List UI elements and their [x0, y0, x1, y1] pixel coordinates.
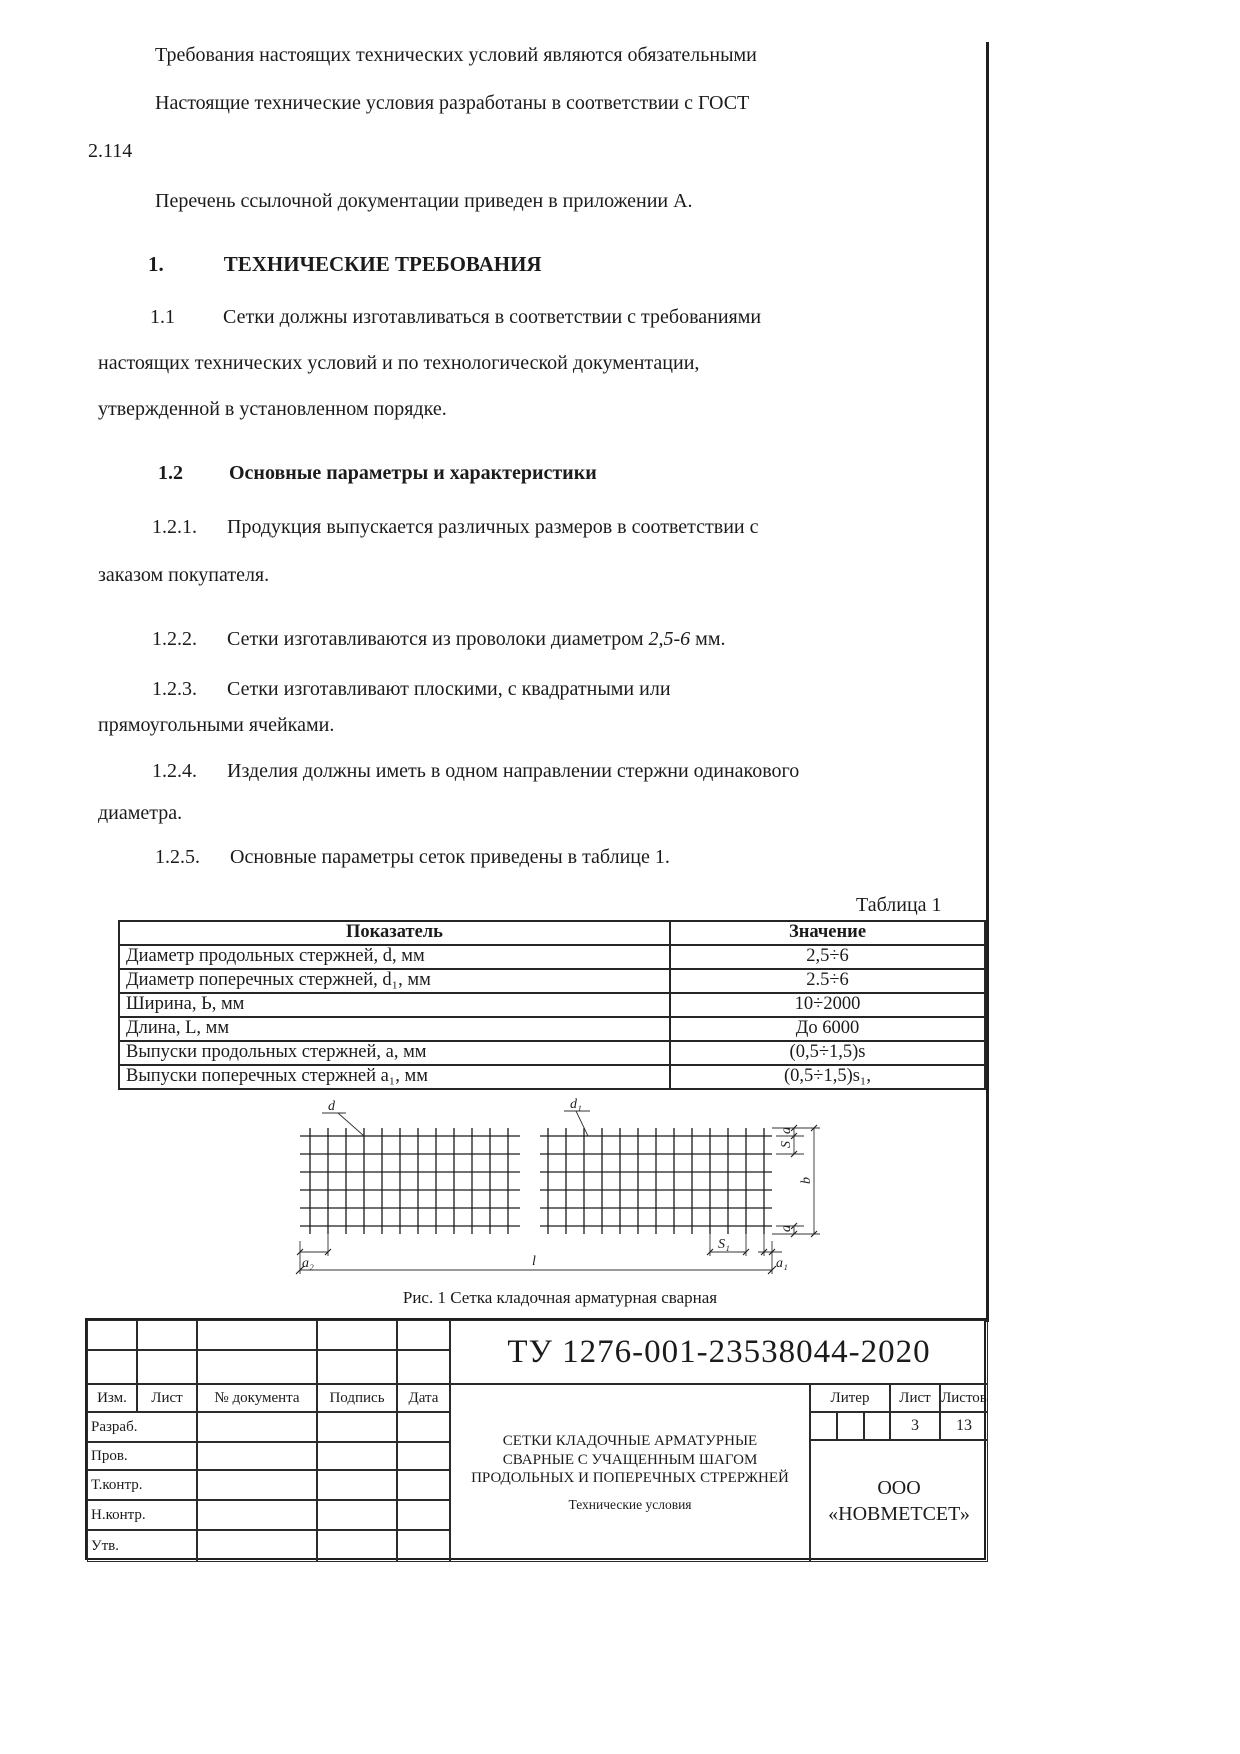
label-a-bottom: a [779, 1225, 794, 1232]
stamp-cell [137, 1320, 197, 1350]
intro-line: 2.114 [88, 140, 133, 162]
clause-number: 1.2.3. [152, 678, 197, 700]
stamp-cell [87, 1350, 137, 1384]
value-cell: До 6000 [670, 1017, 985, 1041]
intro-line: Перечень ссылочной документации приведен в приложении А. [155, 190, 693, 212]
clause-text: Продукция выпускается различных размеров в соответствии с [227, 516, 759, 538]
stamp-cell [197, 1470, 317, 1500]
clause-text: Сетки должны изготавливаться в соответствии с требованиями [223, 306, 762, 328]
document-number: ТУ 1276-001-23538044-2020 [450, 1320, 988, 1384]
wire-diameter-range: 2,5-6 [648, 628, 691, 650]
clause-1-2-1-line-1 [152, 516, 759, 539]
clause-text: Сетки изготавливаются из проволоки диаметром [227, 628, 649, 650]
stamp-row-utv: Утв. [87, 1530, 197, 1562]
label-l: l [532, 1254, 536, 1269]
indicator-cell: Длина, L, мм [119, 1017, 670, 1041]
stamp-cell [397, 1320, 450, 1350]
stamp-cell [197, 1320, 317, 1350]
clause-1-1-line-1 [150, 306, 761, 329]
table-caption: Таблица 1 [856, 894, 942, 916]
table-row [119, 993, 985, 1017]
stamp-liter-cell [864, 1412, 890, 1440]
clause-number: 1.2.1. [152, 516, 197, 538]
intro-line: Настоящие технические условия разработаны в соответствии с ГОСТ [155, 92, 750, 114]
document-title-line: ПРОДОЛЬНЫХ И ПОПЕРЕЧНЫХ СТРЕРЖНЕЙ [471, 1470, 789, 1487]
label-d1: d₁ [570, 1097, 582, 1112]
clause-1-1-line-2: настоящих технических условий и по технологической документации, [98, 352, 700, 374]
stamp-sheet-label: Лист [890, 1384, 940, 1412]
stamp-cell [397, 1530, 450, 1562]
document-title-line: СЕТКИ КЛАДОЧНЫЕ АРМАТУРНЫЕ [502, 1432, 758, 1449]
value-cell: (0,5÷1,5)s [670, 1041, 985, 1065]
stamp-row-nkontr: Н.контр. [87, 1500, 197, 1530]
value-cell: 2.5÷6 [670, 969, 985, 993]
table-row [119, 1041, 985, 1065]
stamp-col-list: Лист [137, 1384, 197, 1412]
clause-number: 1.2.4. [152, 760, 197, 782]
indicator-cell: Диаметр продольных стержней, d, мм [119, 945, 670, 969]
section-number: 1. [148, 252, 164, 276]
indicator-cell: Диаметр поперечных стержней, d₁, мм [119, 969, 670, 993]
stamp-sheets-value: 13 [940, 1412, 988, 1440]
table-row [119, 1065, 985, 1089]
stamp-cell [87, 1320, 137, 1350]
column-header-indicator: Показатель [119, 921, 670, 945]
stamp-cell [397, 1500, 450, 1530]
value-cell: 2,5÷6 [670, 945, 985, 969]
stamp-sheet-value: 3 [890, 1412, 940, 1440]
title-block [85, 1318, 986, 1560]
clause-1-2-2-line-1 [152, 628, 725, 651]
label-a-top: a [779, 1127, 794, 1134]
clause-text: Основные параметры сеток приведены в таблице 1. [230, 846, 670, 868]
stamp-cell [197, 1442, 317, 1470]
stamp-cell [317, 1320, 397, 1350]
stamp-cell [317, 1530, 397, 1562]
clause-number: 1.2.2. [152, 628, 197, 650]
label-a2: a₂ [302, 1256, 314, 1271]
parameters-table [118, 920, 986, 1090]
indicator-cell: Выпуски продольных стержней, а, мм [119, 1041, 670, 1065]
indicator-cell: Выпуски поперечных стержней а₁, мм [119, 1065, 670, 1089]
organization-name-line: ООО [877, 1477, 921, 1499]
column-header-value: Значение [670, 921, 985, 945]
leader-line-d1 [564, 1111, 590, 1136]
clause-number: 1.2.5. [155, 846, 200, 868]
clause-1-2-4-line-1 [152, 760, 799, 783]
indicator-cell: Ширина, Ь, мм [119, 993, 670, 1017]
mesh-left-longitudinal-wires [300, 1136, 520, 1226]
clause-1-2-heading [158, 462, 597, 485]
stamp-cell [197, 1412, 317, 1442]
page-border-line [986, 42, 989, 1322]
stamp-col-docnum: № документа [197, 1384, 317, 1412]
label-s1: S₁ [718, 1237, 730, 1252]
mesh-figure [282, 1096, 827, 1281]
clause-1-1-line-3: утвержденной в установленном порядке. [98, 398, 447, 420]
table-row [119, 1017, 985, 1041]
stamp-cell [197, 1350, 317, 1384]
mesh-left-transverse-wires [310, 1128, 508, 1234]
document-subtitle: Технические условия [568, 1497, 692, 1513]
dim-a2 [300, 1234, 328, 1256]
clause-1-2-1-line-2: заказом покупателя. [98, 564, 270, 586]
organization-name-line: «НОВМЕТСЕТ» [828, 1503, 970, 1525]
stamp-cell [397, 1470, 450, 1500]
stamp-col-izm: Изм. [87, 1384, 137, 1412]
stamp-liter-cell [837, 1412, 864, 1440]
clause-text: Изделия должны иметь в одном направлении стержни одинакового [227, 760, 800, 782]
stamp-row-prov: Пров. [87, 1442, 197, 1470]
clause-1-2-3-line-2: прямоугольными ячейками. [98, 714, 335, 736]
stamp-liter-label: Литер [810, 1384, 890, 1412]
clause-number: 1.2 [158, 462, 183, 484]
stamp-cell [317, 1442, 397, 1470]
label-b: b [799, 1177, 814, 1184]
value-cell: (0,5÷1,5)s₁, [670, 1065, 985, 1089]
document-title-cell [450, 1384, 810, 1562]
stamp-sheets-label: Листов [940, 1384, 988, 1412]
stamp-cell [317, 1350, 397, 1384]
mesh-right-transverse-wires [548, 1128, 764, 1234]
figure-caption: Рис. 1 Сетка кладочная арматурная сварная [402, 1288, 718, 1307]
clause-text: мм. [690, 628, 726, 650]
intro-line: Требования настоящих технических условий являются обязательными [155, 44, 757, 66]
clause-1-2-3-line-1 [152, 678, 671, 701]
stamp-cell [317, 1470, 397, 1500]
stamp-cell [397, 1350, 450, 1384]
table-row [119, 945, 985, 969]
label-d: d [328, 1099, 335, 1114]
label-s-side: S [779, 1141, 794, 1148]
section-1-heading [148, 252, 542, 277]
document-title-line: СВАРНЫЕ С УЧАЩЕННЫМ ШАГОМ [502, 1451, 758, 1468]
stamp-col-podpis: Подпись [317, 1384, 397, 1412]
stamp-cell [397, 1442, 450, 1470]
clause-1-2-5-line-1 [155, 846, 670, 869]
stamp-liter-cell [810, 1412, 837, 1440]
stamp-cell [397, 1412, 450, 1442]
table-row [119, 969, 985, 993]
stamp-row-razrab: Разраб. [87, 1412, 197, 1442]
stamp-cell [197, 1530, 317, 1562]
clause-number: 1.1 [150, 306, 175, 328]
organization-cell [810, 1440, 988, 1562]
table-header-row [119, 921, 985, 945]
label-a1: a₁ [776, 1256, 788, 1271]
dim-a1 [758, 1234, 782, 1256]
value-cell: 10÷2000 [670, 993, 985, 1017]
dim-l [300, 1241, 772, 1274]
section-title: ТЕХНИЧЕСКИЕ ТРЕБОВАНИЯ [223, 252, 542, 276]
clause-title: Основные параметры и характеристики [229, 462, 597, 484]
stamp-col-data: Дата [397, 1384, 450, 1412]
clause-1-2-4-line-2: диаметра. [98, 802, 183, 824]
stamp-cell [197, 1500, 317, 1530]
stamp-cell [317, 1500, 397, 1530]
clause-text: Сетки изготавливают плоскими, с квадратными или [227, 678, 671, 700]
stamp-cell [137, 1350, 197, 1384]
stamp-row-tkontr: Т.контр. [87, 1470, 197, 1500]
stamp-cell [317, 1412, 397, 1442]
